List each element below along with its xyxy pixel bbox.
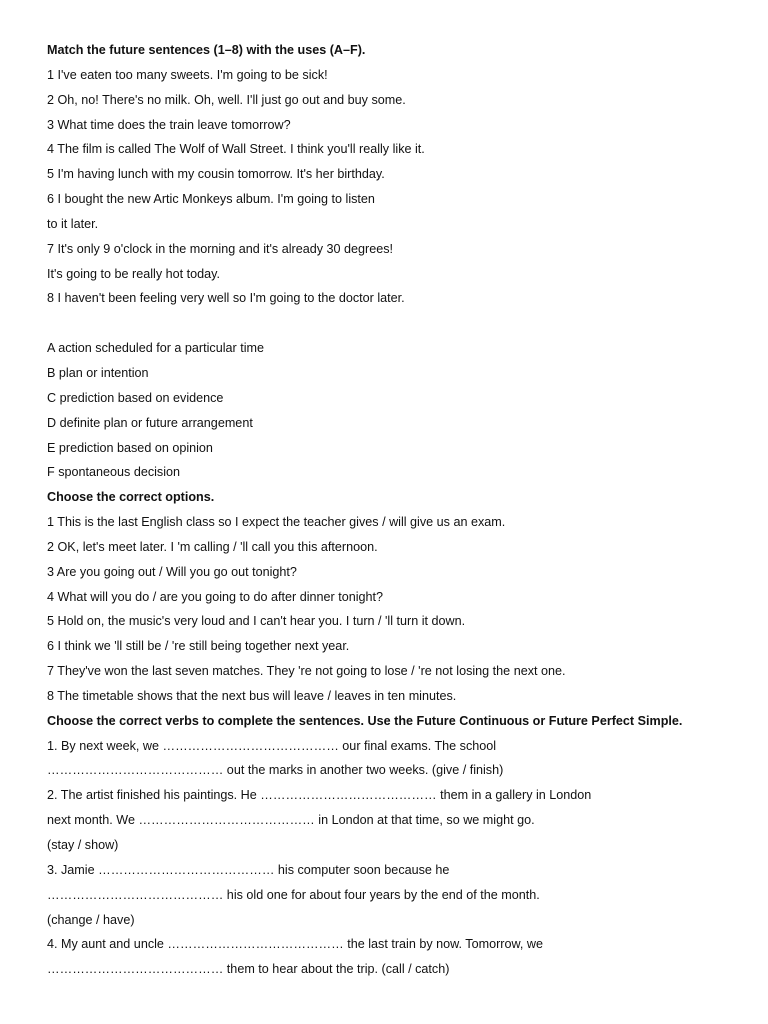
option-sentence-3: 3 Are you going out / Will you go out tonight? — [47, 564, 297, 579]
use-f: F spontaneous decision — [47, 465, 181, 480]
verb-exercise-line-10: …………………………………… them to hear about the trip. (call / catch) — [47, 962, 450, 977]
option-sentence-8: 8 The timetable shows that the next bus will leave / leaves in ten minutes. — [47, 688, 457, 703]
use-c: C prediction based on evidence — [47, 390, 224, 405]
use-b: B plan or intention — [47, 365, 149, 380]
use-e: E prediction based on opinion — [47, 440, 213, 455]
match-sentence-6: 6 I bought the new Artic Monkeys album. I'm going to listen — [47, 192, 375, 207]
verb-exercise-line-1: 1. By next week, we …………………………………… our final exams. The school — [47, 738, 497, 753]
option-sentence-7: 7 They've won the last seven matches. They 're not going to lose / 're not losing the next one. — [47, 664, 566, 679]
section3-heading: Choose the correct verbs to complete the sentences. Use the Future Continuous or Future Perfect Simple. — [47, 713, 683, 728]
option-sentence-1: 1 This is the last English class so I expect the teacher gives / will give us an exam. — [47, 515, 506, 530]
worksheet-page — [47, 38, 747, 982]
match-sentence-3: 3 What time does the train leave tomorrow? — [47, 117, 291, 132]
match-sentence-1: 1 I've eaten too many sweets. I'm going to be sick! — [47, 67, 328, 82]
section2-heading: Choose the correct options. — [47, 490, 215, 505]
match-sentence-5: 5 I'm having lunch with my cousin tomorrow. It's her birthday. — [47, 167, 385, 182]
verb-exercise-line-5: (stay / show) — [47, 838, 119, 852]
verb-exercise-line-8: (change / have) — [47, 912, 135, 927]
match-sentence-2: 2 Oh, no! There's no milk. Oh, well. I'll just go out and buy some. — [47, 92, 406, 107]
verb-exercise-line-3: 2. The artist finished his paintings. He …………………………………… them in a gallery in London — [47, 788, 592, 803]
section1-heading: Match the future sentences (1–8) with the uses (A–F). — [47, 43, 366, 57]
match-sentence-6-continued: to it later. — [47, 216, 99, 231]
match-sentence-7-continued: It's going to be really hot today. — [47, 266, 220, 281]
match-sentence-4: 4 The film is called The Wolf of Wall Street. I think you'll really like it. — [47, 142, 425, 157]
verb-exercise-line-6: 3. Jamie …………………………………… his computer soon because he — [47, 862, 450, 877]
option-sentence-5: 5 Hold on, the music's very loud and I can't hear you. I turn / 'll turn it down. — [47, 614, 466, 629]
section-spacer — [47, 311, 747, 336]
verb-exercise-line-9: 4. My aunt and uncle …………………………………… the last train by now. Tomorrow, we — [47, 937, 543, 952]
match-sentence-8: 8 I haven't been feeling very well so I'm going to the doctor later. — [47, 291, 405, 306]
option-sentence-6: 6 I think we 'll still be / 're still being together next year. — [47, 639, 350, 654]
option-sentence-4: 4 What will you do / are you going to do after dinner tonight? — [47, 589, 384, 604]
match-sentence-7: 7 It's only 9 o'clock in the morning and it's already 30 degrees! — [47, 241, 394, 256]
option-sentence-2: 2 OK, let's meet later. I 'm calling / 'll call you this afternoon. — [47, 539, 378, 554]
verb-exercise-line-4: next month. We …………………………………… in London at that time, so we might go. — [47, 813, 535, 828]
verb-exercise-line-2: …………………………………… out the marks in another two weeks. (give / finish) — [47, 763, 504, 778]
use-d: D definite plan or future arrangement — [47, 415, 253, 430]
verb-exercise-line-7: …………………………………… his old one for about four years by the end of the month. — [47, 887, 540, 902]
use-a: A action scheduled for a particular time — [47, 341, 265, 356]
